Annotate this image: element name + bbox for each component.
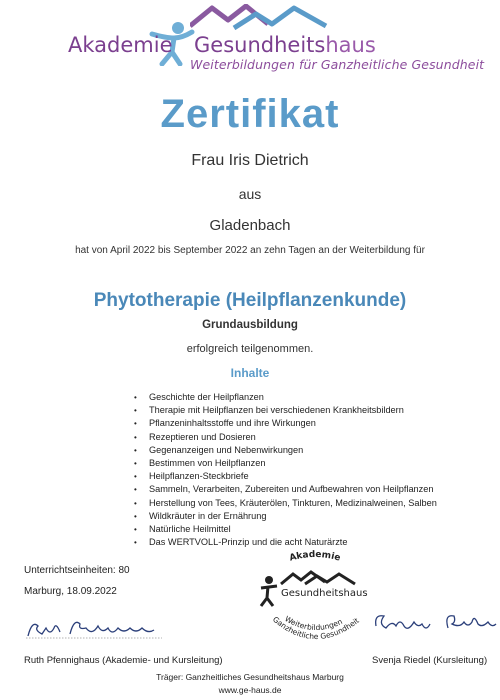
list-item: • Natürliche Heilmittel	[134, 523, 437, 536]
bullet-icon: •	[134, 393, 137, 402]
signature-ruth-pfennighaus	[26, 616, 166, 640]
list-item: • Das WERTVOLL-Prinzip und die acht Naturärzte	[134, 536, 437, 549]
bullet-icon: •	[134, 511, 137, 521]
list-item: • Geschichte der Heilpflanzen	[134, 391, 437, 404]
brand-name-part2: haus	[325, 33, 376, 57]
stamp-arc-text-2: Ganzheitliche Gesundheit	[271, 614, 361, 642]
participation-result: erfolgreich teilgenommen.	[186, 343, 314, 355]
list-item: • Gegenanzeigen und Nebenwirkungen	[134, 444, 437, 457]
list-item: • Heilpflanzen-Steckbriefe	[134, 470, 437, 483]
list-item: • Wildkräuter in der Ernährung	[134, 510, 437, 523]
bullet-icon: •	[134, 485, 137, 495]
bullet-icon: •	[134, 406, 137, 416]
recipient-name: Frau Iris Dietrich	[191, 152, 309, 169]
brand-name-akademie: Akademie	[68, 33, 173, 57]
bullet-icon: •	[134, 458, 137, 468]
mountains-icon	[190, 4, 330, 30]
certificate-title: Zertifikat	[160, 92, 340, 136]
course-title: Phytotherapie (Heilpflanzenkunde)	[93, 290, 407, 311]
stamp-top-text: Akademie	[288, 549, 342, 564]
signer-1-name: Ruth Pfennighaus (Akademie- und Kursleitung)	[24, 655, 223, 666]
course-subtitle: Grundausbildung	[202, 319, 298, 331]
bullet-icon: •	[134, 432, 137, 442]
participation-statement: hat von April 2022 bis September 2022 an zehn Tagen an der Weiterbildung für	[75, 245, 425, 256]
list-item: • Bestimmen von Heilpflanzen	[134, 457, 437, 470]
teaching-units: Unterrichtseinheiten: 80	[24, 565, 130, 576]
contents-heading: Inhalte	[230, 366, 270, 380]
brand-name-gesundheitshaus	[194, 33, 376, 57]
list-item: • Pflanzeninhaltsstoffe und ihre Wirkungen	[134, 417, 437, 430]
stamp-figure-icon	[261, 576, 277, 606]
svg-text:Akademie	[288, 550, 341, 564]
list-item: • Rezeptieren und Dosieren	[134, 431, 437, 444]
list-item: • Sammeln, Verarbeiten, Zubereiten und Aufbewahren von Heilpflanzen	[134, 483, 437, 496]
academy-stamp	[255, 548, 375, 648]
website-url: www.ge-haus.de	[218, 685, 282, 695]
bullet-icon: •	[134, 498, 137, 508]
date-place: Marburg, 18.09.2022	[24, 586, 117, 597]
stamp-brand-text: Gesundheitshaus	[281, 588, 368, 599]
list-item: • Therapie mit Heilpflanzen bei verschiedenen Krankheitsbildern	[134, 404, 437, 417]
recipient-place: Gladenbach	[209, 217, 291, 234]
signature-svenja-riedel	[372, 610, 497, 634]
bullet-icon: •	[134, 445, 137, 455]
brand-name-part1: Gesundheits	[194, 33, 326, 57]
bullet-icon: •	[134, 524, 137, 534]
stamp-arc-text-1: Weiterbildungen	[283, 614, 344, 633]
bullet-icon: •	[134, 419, 137, 429]
sponsor-line: Träger: Ganzheitliches Gesundheitshaus Marburg	[156, 672, 344, 682]
contents-list	[134, 391, 437, 549]
list-item: • Herstellung von Tees, Kräuterölen, Tinkturen, Medizinalweinen, Salben	[134, 497, 437, 510]
stamp-mountains-icon	[281, 572, 355, 584]
signer-2-name: Svenja Riedel (Kursleitung)	[372, 655, 488, 666]
from-word: aus	[238, 186, 262, 202]
bullet-icon: •	[134, 538, 137, 548]
bullet-icon: •	[134, 472, 137, 482]
brand-tagline: Weiterbildungen für Ganzheitliche Gesundheit	[190, 57, 485, 72]
